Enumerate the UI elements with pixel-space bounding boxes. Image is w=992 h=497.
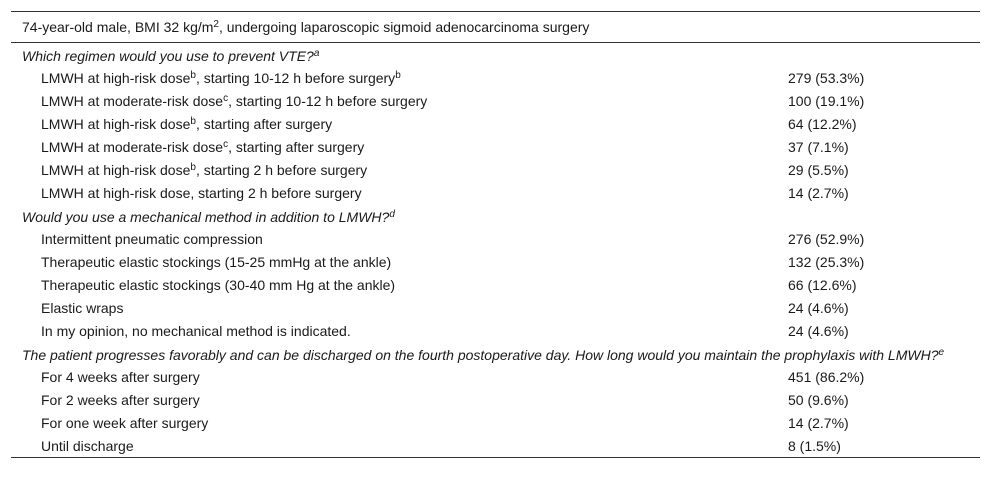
- row-label-sup: c: [223, 138, 229, 150]
- row-label-rest: , starting after surgery: [228, 138, 365, 155]
- row-label-cell: [11, 89, 788, 112]
- row-label: LMWH at moderate-risk dose: [41, 138, 224, 155]
- row-label-sup: c: [223, 92, 229, 104]
- row-label: Until discharge: [41, 437, 134, 454]
- row-value: 24 (4.6%): [788, 299, 849, 316]
- row-value: 276 (52.9%): [788, 230, 865, 247]
- section-question-sup: e: [938, 347, 945, 358]
- row-value: 64 (12.2%): [788, 115, 857, 132]
- row-value: 8 (1.5%): [788, 434, 980, 458]
- table-row: [11, 365, 980, 388]
- row-label: LMWH at high-risk dose: [41, 69, 191, 86]
- row-value: 100 (19.1%): [788, 92, 865, 109]
- row-label-cell: [11, 181, 788, 204]
- row-value: 24 (4.6%): [788, 322, 849, 339]
- row-label-sup: b: [190, 115, 196, 127]
- section-question-sup: d: [389, 209, 395, 220]
- row-label-cell: [11, 319, 788, 342]
- row-value: 14 (2.7%): [788, 184, 849, 201]
- table-row: [11, 296, 980, 319]
- row-label: LMWH at moderate-risk dose: [41, 92, 224, 109]
- case-header-tail: , undergoing laparoscopic sigmoid adenocarcinoma surgery: [218, 19, 590, 35]
- row-label-cell: [11, 250, 788, 273]
- row-value: 37 (7.1%): [788, 138, 849, 155]
- row-value: 29 (5.5%): [788, 161, 849, 178]
- row-label: LMWH at high-risk dose, starting 2 h before surgery: [41, 184, 362, 201]
- table-row: [11, 181, 980, 204]
- case-header-sup: 2: [213, 19, 219, 30]
- table-row: [11, 273, 980, 296]
- case-header-row: [11, 12, 980, 43]
- row-label: For one week after surgery: [41, 414, 209, 431]
- row-value: 451 (86.2%): [788, 368, 865, 385]
- case-header-cell: [11, 12, 980, 43]
- table-row: [11, 250, 980, 273]
- row-value: 279 (53.3%): [788, 69, 865, 86]
- row-label-sup-end: b: [395, 69, 401, 81]
- section-question: The patient progresses favorably and can be discharged on the fourth postoperative day. How long would you maintain the prophylaxis with LMWH?: [22, 347, 939, 363]
- survey-results-table-container: [11, 11, 980, 458]
- table-row: [11, 319, 980, 342]
- table-row: [11, 89, 980, 112]
- section-question: Would you use a mechanical method in addition to LMWH?: [22, 209, 390, 225]
- section-question: Which regimen would you use to prevent VTE?: [22, 48, 314, 64]
- row-label-cell: [11, 66, 788, 89]
- table-row: [11, 158, 980, 181]
- section-question-cell: [11, 43, 980, 67]
- table-row: [11, 434, 980, 458]
- row-label-cell: [11, 227, 788, 250]
- row-value: 14 (2.7%): [788, 414, 849, 431]
- row-label-cell: [11, 296, 788, 319]
- row-label: Therapeutic elastic stockings (30-40 mm Hg at the ankle): [41, 276, 396, 293]
- table-row: [11, 135, 980, 158]
- case-header-text: 74-year-old male, BMI 32 kg/m: [22, 19, 214, 35]
- row-label: In my opinion, no mechanical method is indicated.: [41, 322, 351, 339]
- section-question-row: [11, 204, 980, 227]
- row-label: Elastic wraps: [41, 299, 124, 316]
- survey-results-table: [11, 11, 980, 458]
- row-label-cell: [11, 112, 788, 135]
- row-label-cell: [11, 135, 788, 158]
- row-label: For 2 weeks after surgery: [41, 391, 200, 408]
- row-label-cell: [11, 158, 788, 181]
- row-label-sup: b: [190, 161, 196, 173]
- row-label: For 4 weeks after surgery: [41, 368, 200, 385]
- row-label-rest: , starting 10-12 h before surgery: [195, 69, 396, 86]
- row-label-cell: [11, 273, 788, 296]
- table-row: [11, 112, 980, 135]
- row-label-rest: , starting 2 h before surgery: [195, 161, 368, 178]
- section-question-row: [11, 43, 980, 67]
- row-value: 66 (12.6%): [788, 276, 857, 293]
- row-label: Therapeutic elastic stockings (15-25 mmHg at the ankle): [41, 253, 392, 270]
- table-row: [11, 411, 980, 434]
- row-value: 132 (25.3%): [788, 253, 865, 270]
- row-label-rest: , starting after surgery: [195, 115, 333, 132]
- row-label-sup: b: [190, 69, 196, 81]
- table-body: [11, 12, 980, 458]
- row-label-cell: [11, 388, 788, 411]
- table-row: [11, 66, 980, 89]
- row-label-rest: , starting 10-12 h before surgery: [228, 92, 428, 109]
- row-label: LMWH at high-risk dose: [41, 161, 191, 178]
- section-question-cell: [11, 342, 980, 365]
- row-label-cell: [11, 365, 788, 388]
- table-row: [11, 227, 980, 250]
- section-question-row: [11, 342, 980, 365]
- row-label: LMWH at high-risk dose: [41, 115, 191, 132]
- row-label: Intermittent pneumatic compression: [41, 230, 263, 247]
- row-label-cell: [11, 411, 788, 434]
- section-question-sup: a: [313, 48, 320, 59]
- row-value: 50 (9.6%): [788, 391, 849, 408]
- row-label-cell: [11, 434, 788, 458]
- section-question-cell: [11, 204, 980, 227]
- table-row: [11, 388, 980, 411]
